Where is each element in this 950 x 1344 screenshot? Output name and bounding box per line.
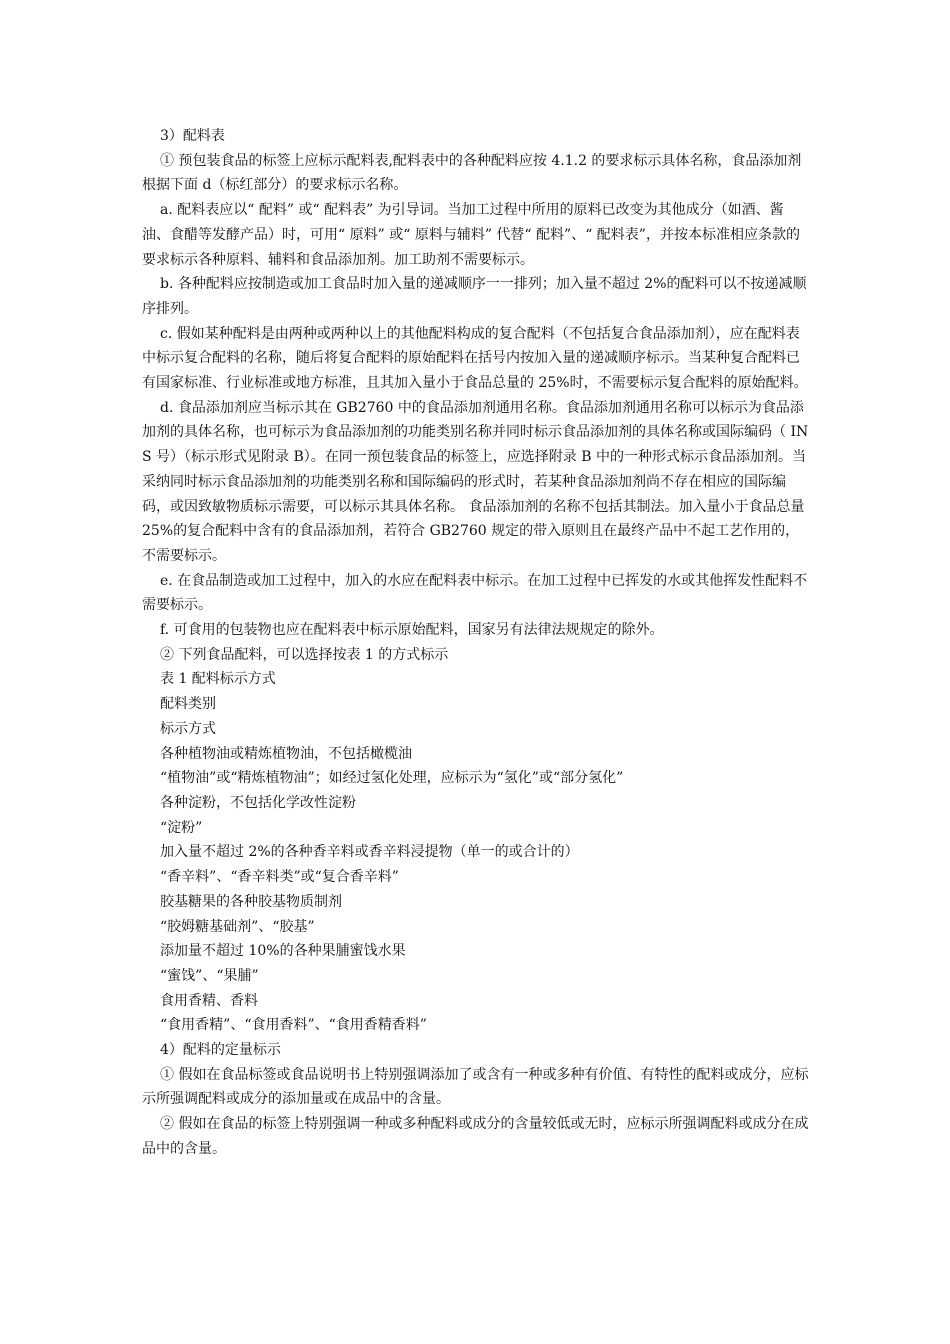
table-cell: “植物油”或“精炼植物油”；如经过氢化处理，应标示为“氢化”或“部分氢化” (160, 770, 624, 787)
paragraph-item-c: c. 假如某种配料是由两种或两种以上的其他配料构成的复合配料（不包括复合食品添加剂），应在配料表中标示复合配料的名称，随后将复合配料的原始配料在括号内按加入量的递减顺序标示。当某种复合配料已有国家标准、行业标准或地方标准，且其加入量小于食品总量的 25%时，不需要标示复合配料的原始配料。 (142, 325, 808, 392)
paragraph-item-e: e. 在食品制造或加工过程中，加入的水应在配料表中标示。在加工过程中已挥发的水或其他挥发性配料不需要标示。 (142, 572, 808, 614)
table-cell: 各种植物油或精炼植物油，不包括橄榄油 (160, 745, 412, 762)
table-cell: “食用香精”、“食用香料”、“食用香精香料” (160, 1017, 427, 1034)
document-body (142, 124, 810, 1162)
table-header-category: 配料类别 (160, 696, 216, 713)
section-heading-ingredients: 3）配料表 (160, 128, 225, 144)
paragraph-item-d: d. 食品添加剂应当标示其在 GB2760 中的食品添加剂通用名称。食品添加剂通用名称可以标示为食品添加剂的具体名称，也可标示为食品添加剂的功能类别名称并同时标示食品添加剂的具体名称或国际编码（ INS 号）（标示形式见附录 B）。在同一预包装食品的标签上，应选择附录 B 中的一种形式标示食品添加剂。当采纳同时标示食品添加剂的功能类别名称和国际编码的形式时，若某种食品添加剂尚不存在相应的国际编码，或因致敏物质标示需要，可以标示其具体名称。 食品添加剂的名称不包括其制法。加入量小于食品总量 25%的复合配料中含有的食品添加剂，若符合 GB2760 规定的带入原则且在最终产品中不起工艺作用的，不需要标示。 (142, 399, 809, 564)
table-cell: 添加量不超过 10%的各种果脯蜜饯水果 (160, 943, 406, 960)
table-cell: 各种淀粉，不包括化学改性淀粉 (160, 794, 356, 811)
table-cell: 加入量不超过 2%的各种香辛料或香辛料浸提物（单一的或合计的） (160, 844, 579, 861)
paragraph-item-a: a. 配料表应以“ 配料” 或“ 配料表” 为引导词。当加工过程中所用的原料已改变为其他成分（如酒、酱油、食醋等发酵产品）时，可用“ 原料” 或“ 原料与辅料” 代替“ 配料”、“ 配料表”，并按本标准相应条款的要求标示各种原料、辅料和食品添加剂。加工助剂不需要标示。 (142, 202, 800, 268)
table-cell: 胶基糖果的各种胶基物质制剂 (160, 893, 342, 910)
table-caption: 表 1 配料标示方式 (160, 671, 276, 688)
paragraph-item-f: f. 可食用的包装物也应在配料表中标示原始配料，国家另有法律法规规定的除外。 (160, 622, 664, 639)
table-cell: “胶姆糖基础剂”、“胶基” (160, 918, 315, 935)
paragraph-rule-1: ① 预包装食品的标签上应标示配料表,配料表中的各种配料应按 4.1.2 的要求标示具体名称，食品添加剂根据下面 d（标红部分）的要求标示名称。 (142, 152, 802, 194)
table-cell: “香辛料”、“香辛料类”或“复合香辛料” (160, 869, 399, 886)
table-cell: “蜜饯”、“果脯” (160, 967, 259, 984)
paragraph-rule-2: ② 下列食品配料，可以选择按表 1 的方式标示 (160, 646, 449, 663)
paragraph-item-b: b. 各种配料应按制造或加工食品时加入量的递减顺序一一排列；加入量不超过 2%的配料可以不按递减顺序排列。 (142, 276, 807, 317)
section-heading-quantitative: 4）配料的定量标示 (160, 1042, 281, 1059)
table-cell: “淀粉” (160, 819, 203, 836)
table-cell: 食用香精、香料 (160, 992, 258, 1009)
paragraph-quant-rule-1: ① 假如在食品标签或食品说明书上特别强调添加了或含有一种或多种有价值、有特性的配料或成分，应标示所强调配料或成分的添加量或在成品中的含量。 (142, 1066, 809, 1108)
paragraph-quant-rule-2: ② 假如在食品的标签上特别强调一种或多种配料或成分的含量较低或无时，应标示所强调配料或成分在成品中的含量。 (142, 1116, 809, 1157)
table-header-method: 标示方式 (160, 720, 216, 737)
